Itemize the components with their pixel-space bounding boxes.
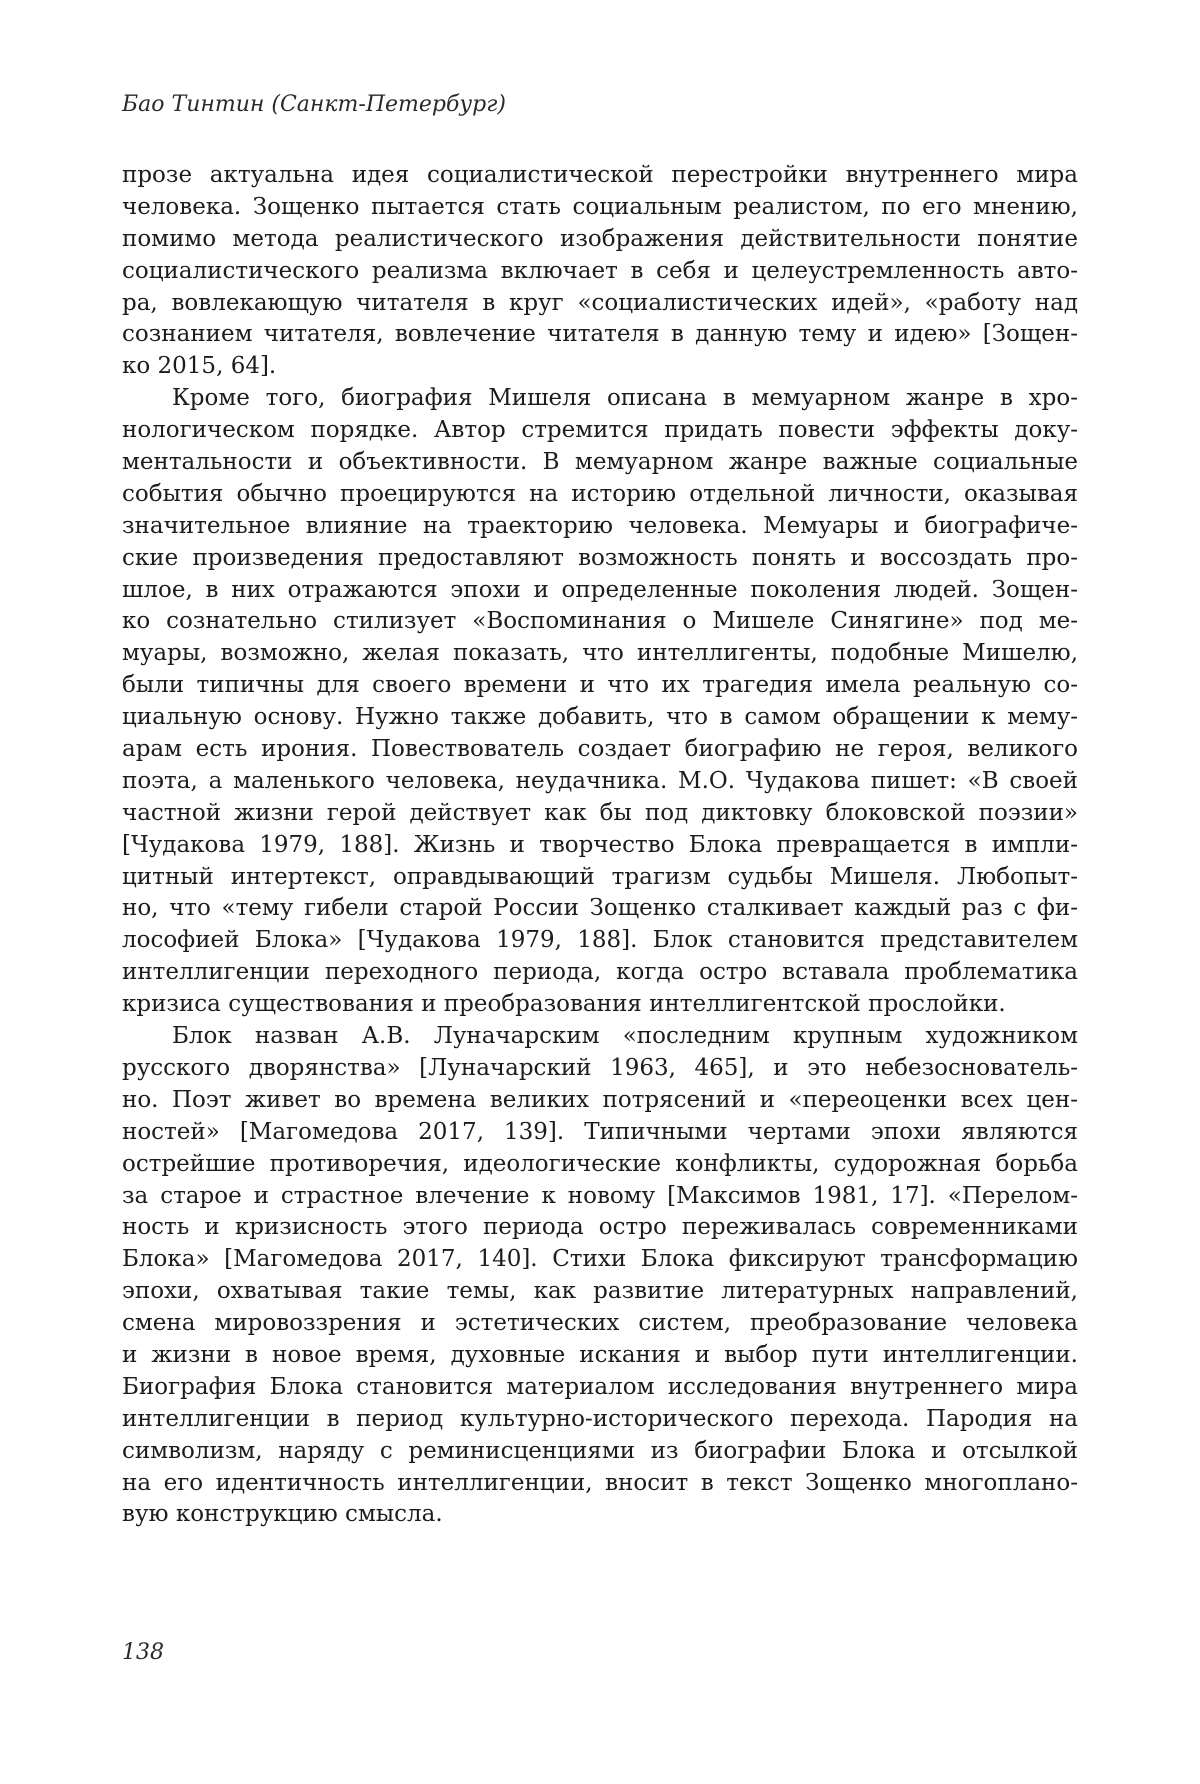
text-line: циальную основу. Нужно также добавить, что в самом обращении к мему- — [122, 704, 1078, 731]
text-line: на его идентичность интеллигенции, вносит в текст Зощенко многопланo- — [122, 1469, 1078, 1496]
text-line: интеллигенции переходного периода, когда остро вставала проблематика — [122, 959, 1078, 986]
text-line: интеллигенции в период культурно-исторического перехода. Пародия на — [122, 1405, 1078, 1432]
text-line: русского дворянства» [Луначарский 1963, 465], и это небезоснователь- — [122, 1054, 1078, 1081]
paragraph — [122, 383, 1078, 1021]
text-line: кризиса существования и преобразования интеллигентской прослойки. — [122, 991, 1006, 1018]
text-line: частной жизни герой действует как бы под диктовку блоковской поэзии» — [122, 799, 1078, 826]
text-line: нологическом порядке. Автор стремится придать повести эффекты доку- — [122, 417, 1078, 444]
text-line: но. Поэт живет во времена великих потрясений и «переоценки всех цен- — [122, 1086, 1078, 1113]
running-header: Бао Тинтин (Санкт-Петербург) — [122, 92, 506, 117]
text-line: поэта, а маленького человека, неудачника. М.О. Чудакова пишет: «В своей — [122, 767, 1078, 794]
text-line: сознанием читателя, вовлечение читателя в данную тему и идею» [Зощен- — [122, 321, 1078, 348]
text-line: социалистического реализма включает в себя и целеустремленность авто- — [122, 257, 1078, 284]
text-line: вую конструкцию смысла. — [122, 1501, 443, 1528]
text-line: человека. Зощенко пытается стать социальным реалистом, по его мнению, — [122, 193, 1078, 220]
text-line: Блок назван А.В. Луначарским «последним крупным художником — [172, 1023, 1078, 1050]
text-line: эпохи, охватывая такие темы, как развитие литературных направлений, — [122, 1278, 1078, 1305]
body-text — [122, 160, 1078, 1531]
text-line: цитный интертекст, оправдывающий трагизм судьбы Мишеля. Любопыт- — [122, 863, 1078, 890]
text-line: ностей» [Магомедова 2017, 139]. Типичными чертами эпохи являются — [122, 1118, 1078, 1145]
text-line: события обычно проецируются на историю отдельной личности, оказывая — [122, 480, 1078, 507]
text-line: острейшие противоречия, идеологические конфликты, судорожная борьба — [122, 1150, 1078, 1177]
text-line: Кроме того, биография Мишеля описана в мемуарном жанре в хро- — [172, 385, 1078, 412]
paragraph — [122, 160, 1078, 383]
text-line: [Чудакова 1979, 188]. Жизнь и творчество Блока превращается в импли- — [122, 831, 1078, 858]
text-line: ские произведения предоставляют возможность понять и воссоздать про- — [122, 544, 1078, 571]
text-line: ментальности и объективности. В мемуарном жанре важные социальные — [122, 449, 1078, 476]
text-line: лософией Блока» [Чудакова 1979, 188]. Блок становится представителем — [122, 927, 1078, 954]
paragraph — [122, 1021, 1078, 1531]
text-line: помимо метода реалистического изображения действительности понятие — [122, 225, 1078, 252]
text-line: муары, возможно, желая показать, что интеллигенты, подобные Мишелю, — [122, 640, 1078, 667]
text-line: за старое и страстное влечение к новому [Максимов 1981, 17]. «Перелом- — [122, 1182, 1078, 1209]
text-line: ность и кризисность этого периода остро переживалась современниками — [122, 1214, 1078, 1241]
text-line: Биография Блока становится материалом исследования внутреннего мира — [122, 1373, 1078, 1400]
text-line: были типичны для своего времени и что их трагедия имела реальную со- — [122, 672, 1078, 699]
text-line: Блока» [Магомедова 2017, 140]. Стихи Блока фиксируют трансформацию — [122, 1246, 1078, 1273]
text-line: ко 2015, 64]. — [122, 353, 277, 380]
text-line: значительное влияние на траекторию человека. Мемуары и биографиче- — [122, 512, 1078, 539]
page-number: 138 — [122, 1640, 164, 1665]
text-line: арам есть ирония. Повествователь создает биографию не героя, великого — [122, 736, 1078, 763]
text-line: ра, вовлекающую читателя в круг «социалистических идей», «работу над — [122, 289, 1078, 316]
text-line: и жизни в новое время, духовные искания и выбор пути интеллигенции. — [122, 1341, 1078, 1368]
text-line: но, что «тему гибели старой России Зощенко сталкивает каждый раз с фи- — [122, 895, 1078, 922]
text-line: ко сознательно стилизует «Воспоминания о Мишеле Синягине» под ме- — [122, 608, 1078, 635]
text-line: смена мировоззрения и эстетических систем, преобразование человека — [122, 1310, 1078, 1337]
text-line: шлое, в них отражаются эпохи и определенные поколения людей. Зощен- — [122, 576, 1078, 603]
text-line: прозе актуальна идея социалистической перестройки внутреннего мира — [122, 162, 1078, 188]
text-line: символизм, наряду с реминисценциями из биографии Блока и отсылкой — [122, 1437, 1078, 1464]
